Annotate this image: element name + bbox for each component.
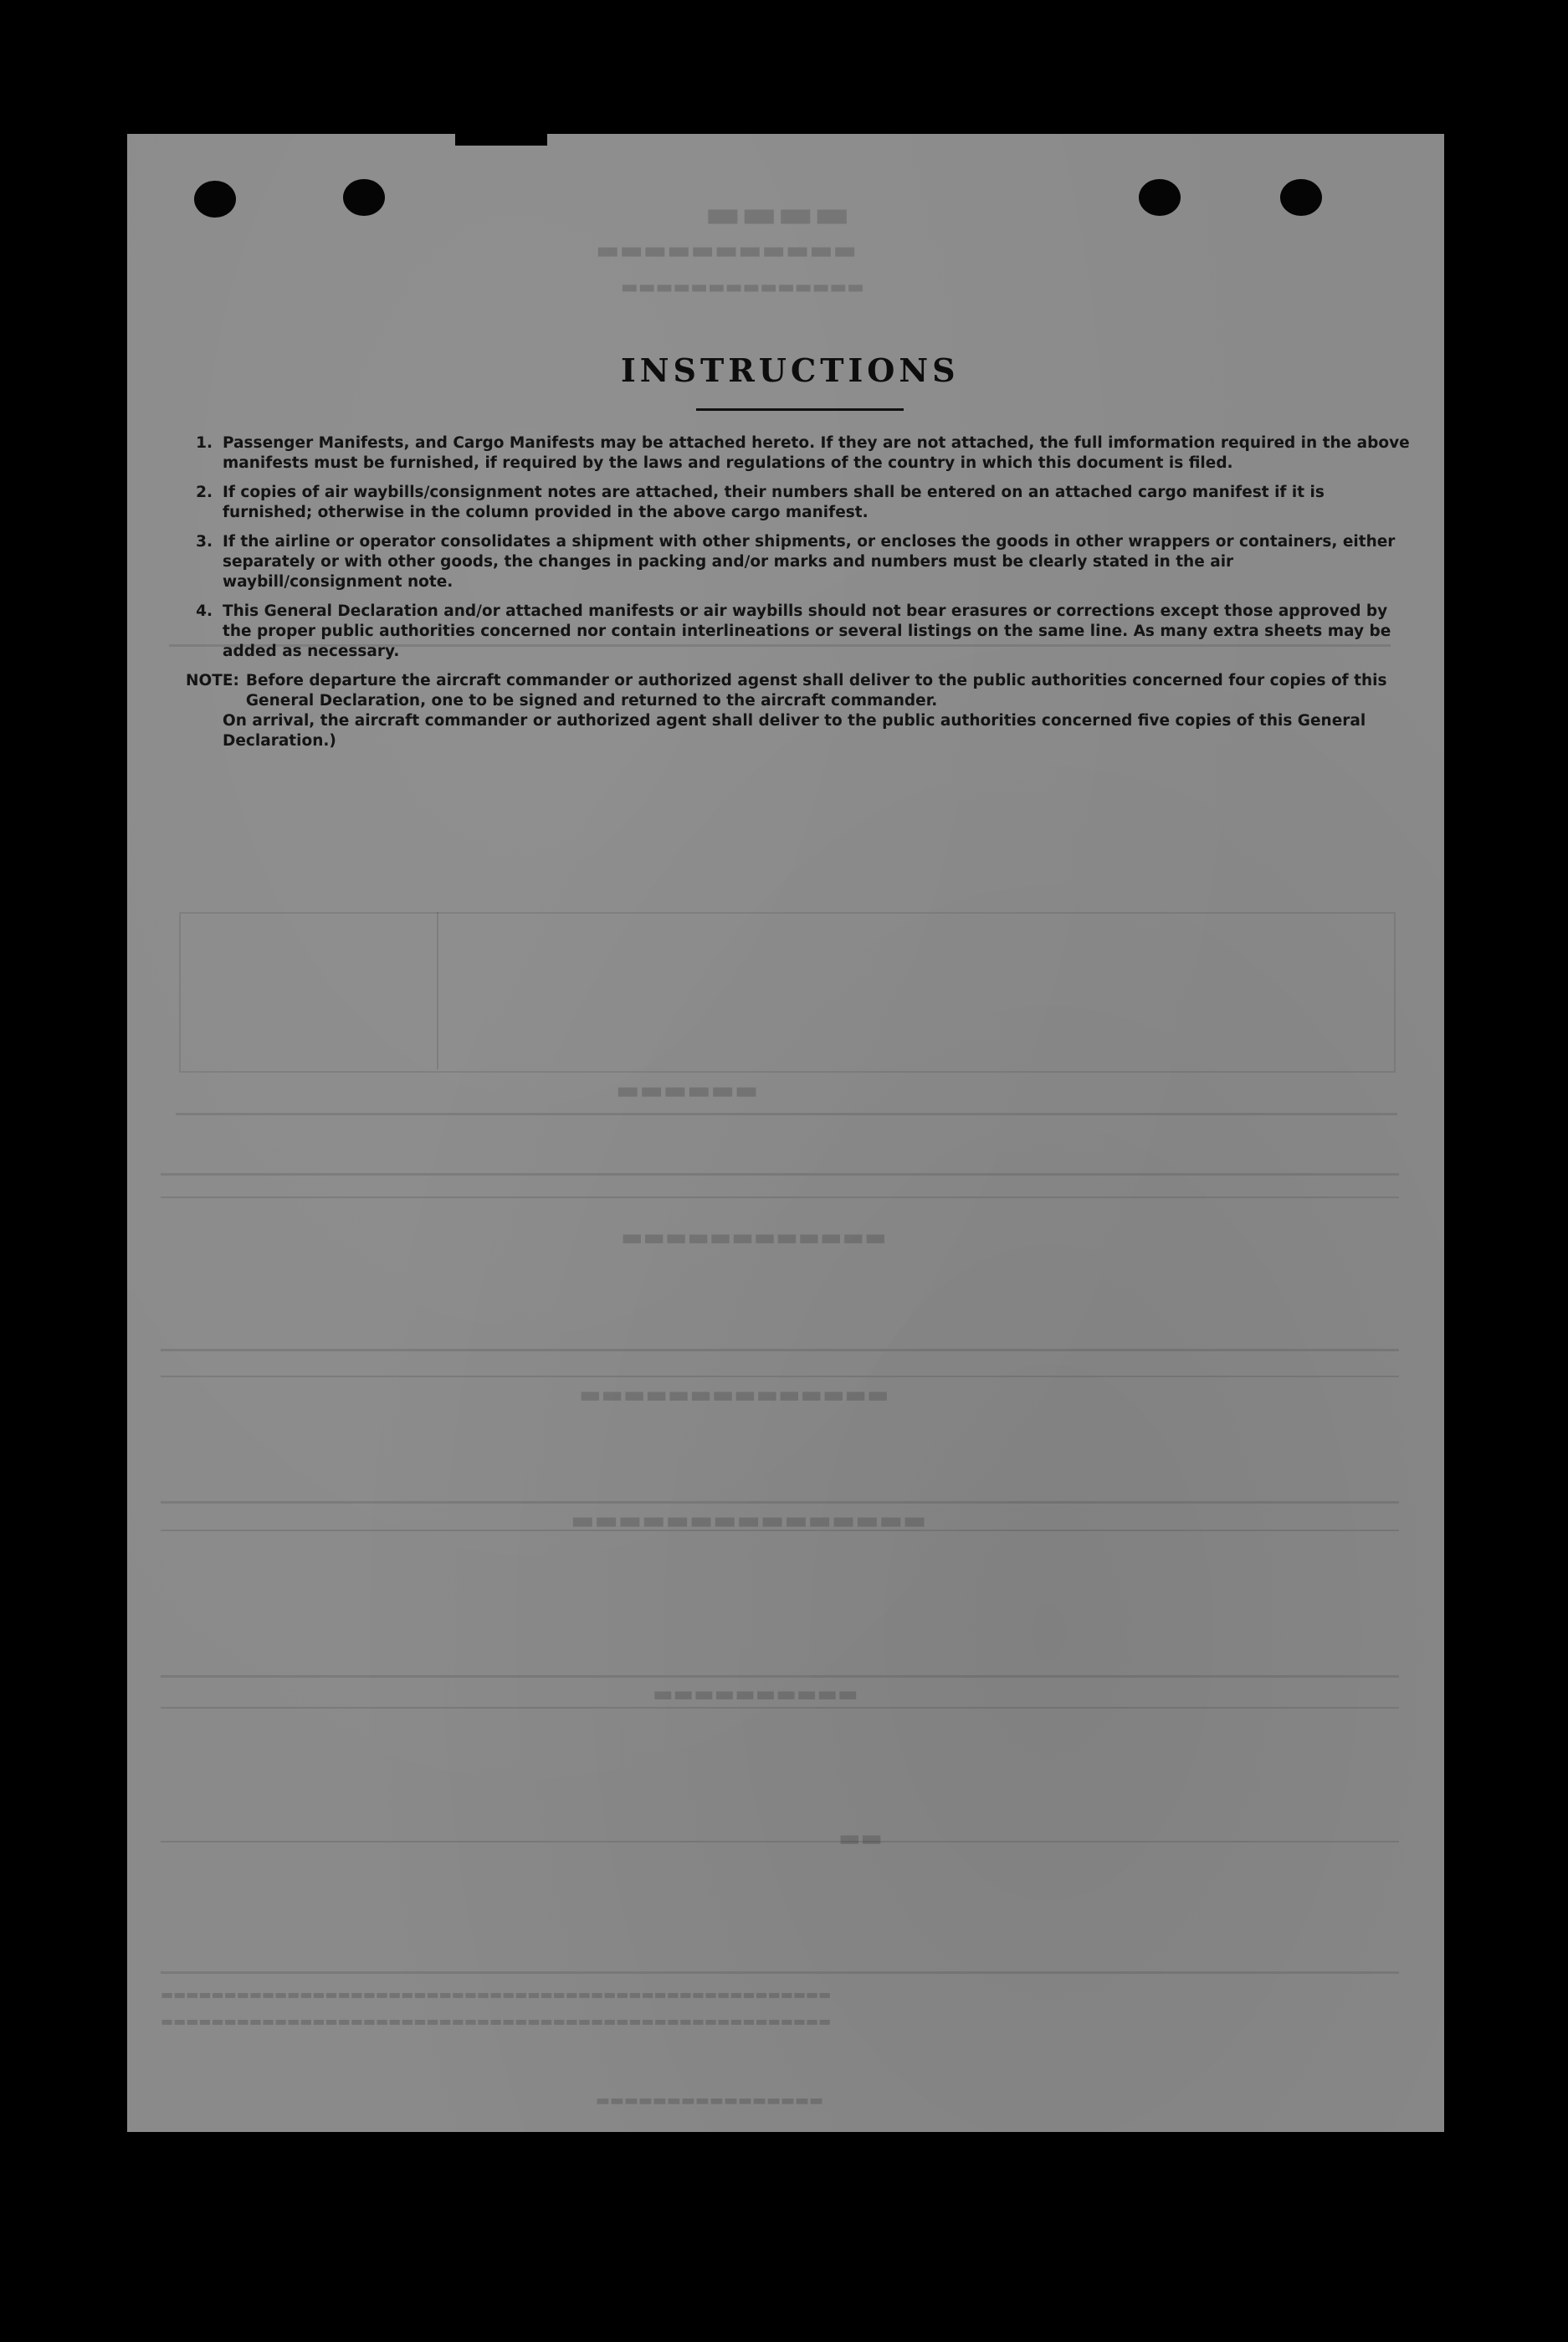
item-number: 1. xyxy=(196,434,213,452)
bleed-through-mark: ▬▬▬▬▬▬▬▬▬▬▬▬▬▬▬▬ xyxy=(596,2092,824,2109)
bleed-through-line xyxy=(161,1376,1399,1377)
bleed-through-line xyxy=(161,1841,1399,1842)
bleed-through-mark: ▬▬▬▬▬▬ xyxy=(616,1076,759,1105)
bleed-through-line xyxy=(161,1349,1399,1351)
bleed-through-mark: ▬▬▬▬▬▬▬▬▬▬▬▬▬▬▬▬▬▬▬▬▬▬▬▬▬▬▬▬▬▬▬▬▬▬▬▬▬▬▬▬▬▬▬▬▬▬▬▬▬▬▬▬▬ xyxy=(161,2013,832,2029)
bleed-through-line xyxy=(161,1501,1399,1504)
bleed-through-line xyxy=(161,1173,1399,1176)
punch-hole xyxy=(1280,179,1322,216)
title-underline xyxy=(696,408,904,411)
note-block xyxy=(186,671,1412,711)
item-text: If copies of air waybills/consignment notes are attached, their numbers shall be entered on an attached cargo manifest if it is furnished; otherwise in the column provided in the above cargo manifest. xyxy=(223,484,1325,521)
paper-notch xyxy=(455,134,547,146)
instructions-list xyxy=(186,433,1412,751)
bleed-through-mark: ▬▬▬▬▬▬▬▬▬▬▬▬ xyxy=(621,1223,887,1251)
document-page xyxy=(127,134,1444,2132)
bleed-through-line xyxy=(437,912,438,1069)
note-arrival-text: On arrival, the aircraft commander or authorized agent shall deliver to the public authorities concerned five copies of this General Declaration.) xyxy=(223,712,1366,750)
item-text: If the airline or operator consolidates a shipment with other shipments, or encloses the goods in other wrappers or containers, either separately or with other goods, the changes in packing and/or marks and numbers must be clearly stated in the air waybill/consignment note. xyxy=(223,533,1396,591)
punch-hole xyxy=(343,179,385,216)
bleed-through-mark: ▬▬ xyxy=(838,1824,883,1852)
bleed-through-mark: ▬▬▬▬▬▬▬▬▬▬▬ xyxy=(596,236,857,265)
punch-hole xyxy=(1139,179,1181,216)
note-departure-text: Before departure the aircraft commander or authorized agenst shall deliver to the public authorities concerned four copies of this General Declaration, one to be signed and returned to the aircraft commander. xyxy=(245,672,1387,710)
bleed-through-line xyxy=(161,1197,1399,1198)
bleed-through-line xyxy=(176,1113,1397,1115)
instruction-item xyxy=(186,483,1412,523)
item-text: This General Declaration and/or attached manifests or air waybills should not bear erasures or corrections except those approved by the proper public authorities concerned nor contain interlineations or several listings on the same line. As many extra sheets may be added as necessary. xyxy=(223,602,1391,660)
page-title: INSTRUCTIONS xyxy=(621,351,960,389)
instruction-item xyxy=(186,602,1412,662)
item-text: Passenger Manifests, and Cargo Manifests may be attached hereto. If they are not attached, the full imformation required in the above manifests must be furnished, if required by the laws and regulations of the country in which this document is filed. xyxy=(223,434,1410,472)
bleed-through-mark: ▬▬▬▬▬▬▬▬▬▬▬▬▬▬ xyxy=(621,276,865,298)
punch-hole xyxy=(194,181,236,218)
bleed-through-box xyxy=(179,912,1396,1073)
note-label: NOTE: xyxy=(186,672,239,689)
bleed-through-line xyxy=(161,1971,1399,1974)
bleed-through-mark: ▬▬▬▬ xyxy=(705,191,850,236)
item-number: 4. xyxy=(196,602,213,620)
bleed-through-mark: ▬▬▬▬▬▬▬▬▬▬ xyxy=(653,1682,858,1707)
bleed-through-mark: ▬▬▬▬▬▬▬▬▬▬▬▬▬▬▬ xyxy=(571,1506,927,1535)
item-number: 2. xyxy=(196,484,213,501)
bleed-through-mark: ▬▬▬▬▬▬▬▬▬▬▬▬▬▬▬▬▬▬▬▬▬▬▬▬▬▬▬▬▬▬▬▬▬▬▬▬▬▬▬▬▬▬▬▬▬▬▬▬▬▬▬▬▬ xyxy=(161,1986,832,2002)
item-number: 3. xyxy=(196,533,213,551)
instruction-item xyxy=(186,433,1412,474)
bleed-through-mark: ▬▬▬▬▬▬▬▬▬▬▬▬▬▬ xyxy=(579,1381,889,1408)
bleed-through-line xyxy=(161,1675,1399,1678)
instruction-item xyxy=(186,532,1412,592)
bleed-through-line xyxy=(161,1707,1399,1709)
